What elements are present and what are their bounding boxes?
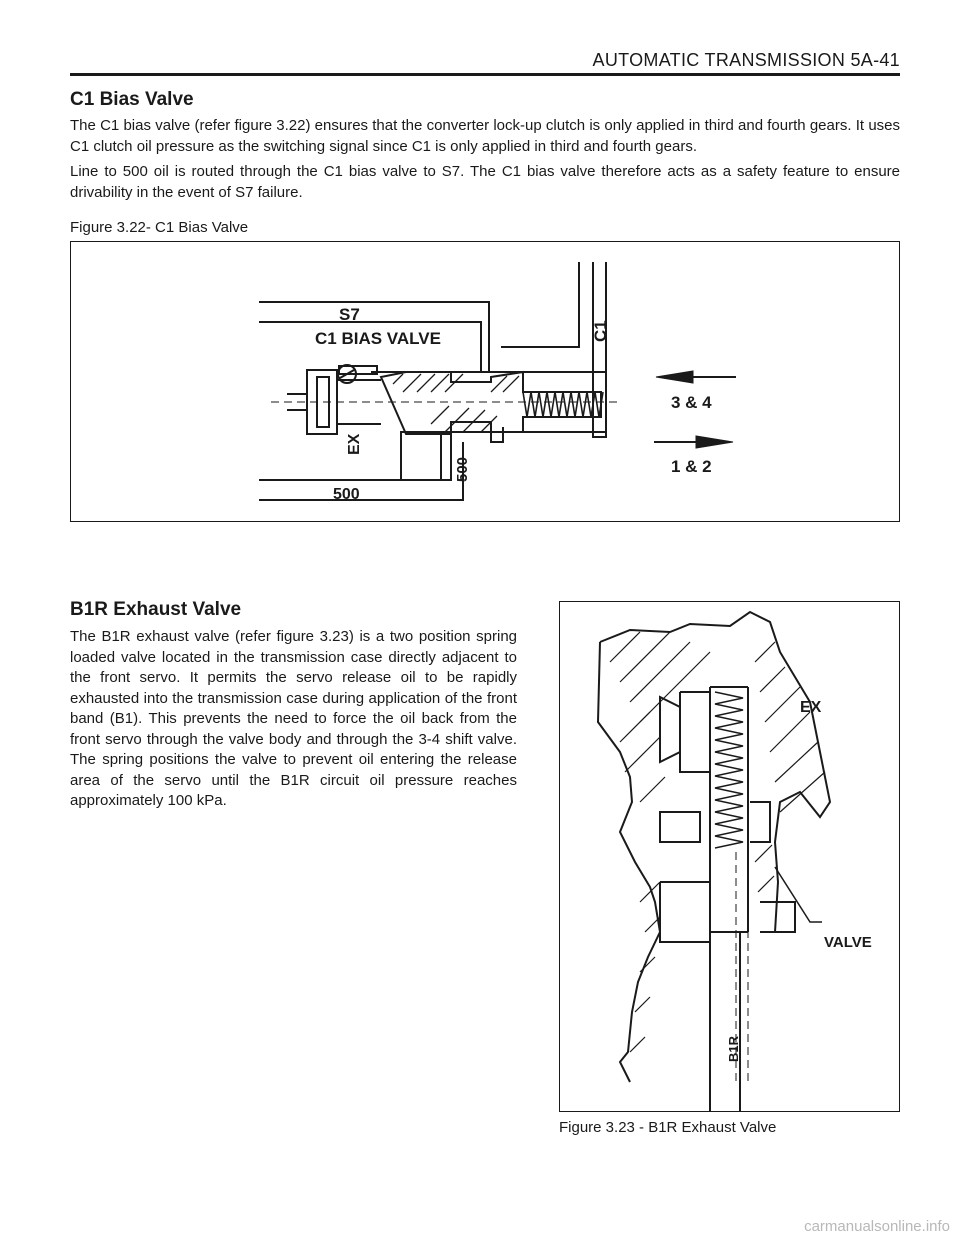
label-c1: C1	[591, 320, 610, 342]
label-s7: S7	[339, 305, 360, 324]
section1-paragraph-1: The C1 bias valve (refer figure 3.22) ensures that the converter lock-up clutch is only applied in third and fourth gears. It uses C1 clutch oil pressure as the switching signal since C1 is only applied in third and fourth gears.	[70, 117, 900, 155]
section-title-b1r-exhaust-valve: B1R Exhaust Valve	[70, 599, 242, 620]
label-3-and-4: 3 & 4	[671, 393, 712, 412]
label-ex: EX	[800, 699, 822, 716]
header-rule	[70, 73, 900, 76]
b1r-exhaust-valve-diagram	[560, 602, 899, 1111]
label-1-and-2: 1 & 2	[671, 457, 712, 476]
figure-3-22-c1-bias-valve	[70, 241, 900, 522]
c1-bias-valve-diagram	[71, 242, 899, 521]
section1-paragraph-2: Line to 500 oil is routed through the C1 bias valve to S7. The C1 bias valve therefore acts as a safety feature to ensure drivability in the event of S7 failure.	[70, 163, 900, 201]
label-valve: VALVE	[824, 934, 872, 951]
figure-3-22-caption: Figure 3.22- C1 Bias Valve	[70, 219, 249, 236]
watermark: carmanualsonline.info	[804, 1218, 950, 1235]
label-500-vertical: 500	[454, 456, 471, 482]
label-b1r: B1R	[726, 1035, 741, 1062]
label-500-bottom: 500	[333, 486, 360, 503]
figure-3-23-b1r-exhaust-valve	[559, 601, 900, 1112]
label-c1-bias-valve: C1 BIAS VALVE	[315, 329, 441, 348]
figure-3-23-caption: Figure 3.23 - B1R Exhaust Valve	[559, 1119, 777, 1136]
running-header: AUTOMATIC TRANSMISSION 5A-41	[592, 50, 900, 70]
label-ex: EX	[346, 433, 363, 455]
section-title-c1-bias-valve: C1 Bias Valve	[70, 89, 194, 110]
section2-paragraph: The B1R exhaust valve (refer figure 3.23) is a two position spring loaded valve located in the transmission case directly adjacent to the front servo. It permits the servo release oil to be rapidly exhausted into the transmission case during application of the front band (B1). This prevents the need to force the oil back from the front servo through the valve body and through the 3-4 shift valve. The spring positions the valve to prevent oil entering the release area of the servo until the B1R circuit oil pressure reaches approximately 100 kPa.	[70, 628, 517, 809]
